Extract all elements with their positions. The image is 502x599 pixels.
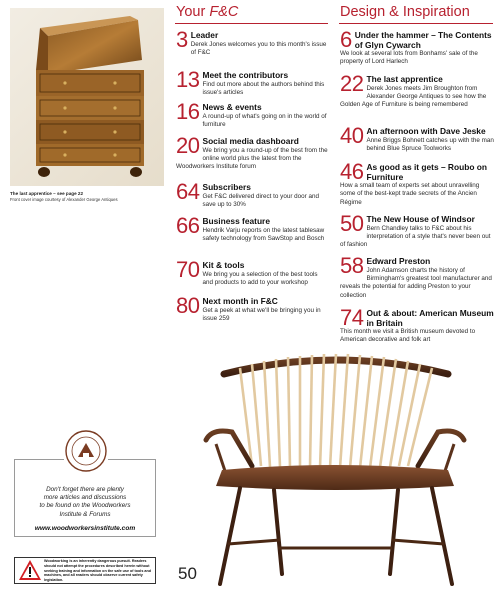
cover-image-bureau	[10, 8, 164, 186]
your-fc-list	[176, 27, 328, 331]
toc-entry-title: Leader	[190, 30, 219, 40]
warning-triangle-icon	[18, 559, 42, 581]
toc-entry-kit-tools[interactable]	[176, 257, 328, 297]
toc-entry-description: Bern Chandley talks to F&C about his interpretation of a style that's never been out of fashion	[340, 224, 491, 249]
design-inspiration-rule	[339, 23, 493, 24]
toc-entry-title: Business feature	[202, 216, 270, 226]
toc-entry-title: An afternoon with Dave Jeske	[366, 126, 486, 136]
toc-page-number: 58	[340, 253, 364, 278]
toc-entry-news[interactable]	[176, 99, 328, 137]
toc-page-number: 74	[340, 305, 364, 330]
toc-entry-description: Find out more about the authors behind this issue's articles	[202, 80, 325, 96]
toc-entry-leader[interactable]	[176, 27, 328, 71]
toc-entry-description: Hendrik Varju reports on the latest tablesaw safety technology from SawStop and Bosch	[202, 226, 325, 242]
promo-line: Institute & Forums	[59, 510, 111, 518]
toc-entry-last-apprentice[interactable]	[340, 71, 494, 127]
toc-page-number: 80	[176, 293, 200, 318]
bench-image	[176, 348, 494, 594]
toc-page-number: 22	[340, 71, 364, 96]
page-number: 50	[178, 564, 197, 583]
toc-entry-description: A round-up of what's going on in the world of furniture	[202, 112, 327, 128]
toc-entry-description: Anne Briggs Bohnett catches up with the man behind Blue Spruce Toolworks	[366, 136, 494, 152]
toc-entry-edward-preston[interactable]	[340, 253, 494, 309]
toc-entry-description: This month we visit a British museum devoted to American decorative and folk art	[340, 328, 476, 344]
promo-line: more articles and discussions	[43, 494, 127, 502]
your-fc-heading	[176, 3, 238, 21]
toc-entry-description: We bring you a selection of the best tools and products to add to your workshop	[202, 270, 318, 286]
toc-entry-title: The New House of Windsor	[366, 214, 475, 224]
toc-entry-dave-jeske[interactable]	[340, 123, 494, 163]
toc-entry-description: We bring you a round-up of the best from the online world plus the latest from the Woodworkers Institute forum	[176, 146, 328, 171]
toc-entry-description: Derek Jones welcomes you to this month's issue of F&C	[190, 40, 327, 56]
toc-page-number: 50	[340, 211, 364, 236]
toc-entry-social-media[interactable]	[176, 133, 328, 183]
promo-line: Don't forget there are plenty	[46, 486, 124, 493]
toc-entry-description: John Adamson charts the history of Birmingham's greatest tool manufacturer and reveals the potential for adding Preston to your collection	[340, 266, 492, 299]
toc-entry-business-feature[interactable]	[176, 213, 328, 261]
cover-caption-title: The last apprentice – see page 22	[10, 191, 84, 196]
toc-entry-title: Edward Preston	[366, 256, 431, 266]
toc-entry-description: How a small team of experts set about unravelling some of the best-kept trade secrets of the Ancien Régime	[340, 182, 480, 206]
your-fc-rule	[175, 23, 328, 24]
toc-entry-title: News & events	[202, 102, 262, 112]
toc-entry-description: We look at several lots from Bonhams' sale of the property of Lord Harlech	[340, 50, 478, 66]
woodworkers-institute-seal-icon	[64, 429, 108, 473]
toc-entry-house-of-windsor[interactable]	[340, 211, 494, 257]
toc-entry-title: Subscribers	[202, 182, 251, 192]
toc-entry-description: Derek Jones meets Jim Broughton from Alexander George Antiques to see how the Golden Age of Furniture is being remembered	[340, 84, 487, 109]
promo-line: to be found on the Woodworkers	[39, 502, 131, 510]
toc-entry-under-the-hammer[interactable]	[340, 27, 494, 75]
toc-page-number: 46	[340, 159, 364, 184]
toc-entry-title: Under the hammer – The Contents of Glyn Cywarch	[354, 30, 492, 50]
toc-entry-title: Social media dashboard	[202, 136, 299, 146]
toc-entry-title: Next month in F&C	[202, 296, 278, 306]
your-fc-heading-prefix: Your	[176, 4, 210, 20]
toc-page-number: 40	[340, 123, 364, 148]
toc-page-number: 70	[176, 257, 200, 282]
toc-page-number: 66	[176, 213, 200, 238]
toc-page-number: 64	[176, 179, 200, 204]
design-inspiration-heading: Design & Inspiration	[340, 4, 470, 20]
toc-entry-title: Kit & tools	[202, 260, 245, 270]
toc-page-number: 20	[176, 133, 200, 158]
toc-entry-title: Meet the contributors	[202, 70, 289, 80]
toc-entry-title: As good as it gets – Roubo on Furniture	[366, 162, 487, 182]
toc-entry-description: Get F&C delivered direct to your door and save up to 30%	[202, 192, 320, 208]
toc-page-number: 16	[176, 99, 200, 124]
toc-page-number: 6	[340, 27, 352, 52]
toc-entry-american-museum[interactable]	[340, 305, 494, 349]
toc-page-number: 13	[176, 67, 200, 92]
promo-url-link[interactable]: www.woodworkersinstitute.com	[34, 525, 136, 532]
toc-entry-subscribers[interactable]	[176, 179, 328, 217]
promo-text	[14, 486, 156, 519]
design-inspiration-list	[340, 27, 494, 349]
toc-entry-description: Get a peek at what we'll be bringing you in issue 259	[202, 306, 321, 322]
toc-entry-title: The last apprentice	[366, 74, 443, 84]
your-fc-heading-brand: F&C	[209, 4, 239, 20]
toc-entry-next-month[interactable]	[176, 293, 328, 331]
toc-entry-roubo[interactable]	[340, 159, 494, 215]
safety-warning-text: Woodworking is an inherently dangerous pursuit. Readers should not attempt the procedures described herein without seeking training and information on the safe use of tools and machines, and all readers should observe current safety legislation.	[44, 559, 151, 583]
cover-caption-credit: Front cover image courtesy of Alexander George Antiques	[10, 197, 118, 202]
toc-entry-title: Out & about: American Museum in Britain	[366, 308, 494, 328]
cover-caption	[10, 191, 170, 203]
toc-page-number: 3	[176, 27, 188, 52]
